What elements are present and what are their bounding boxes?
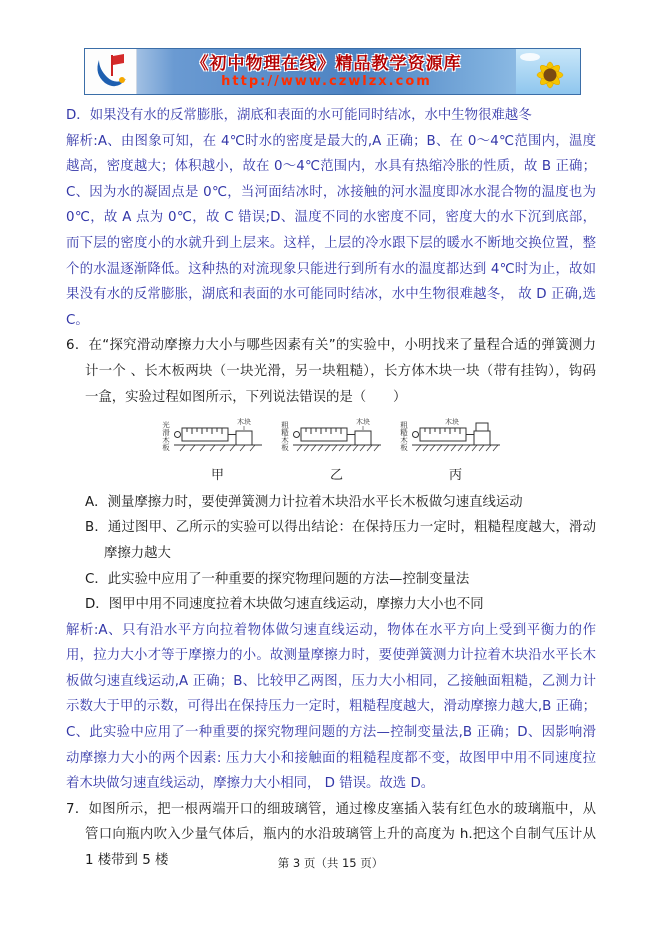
banner-url-link[interactable]: http://www.czwlzx.com [221,73,432,89]
analysis-question-6: 解析:A、只有沿水平方向拉着物体做匀速直线运动，物体在水平方向上受到平衡力的作用，拉力大小才等于摩擦力的小。故测量摩擦力时，要使弹簧测力计拉着木块沿水平长木板做匀速直线运动,A 正确；B、比较甲乙两图，压力大小相同，乙接触面粗糙，乙测力计示数大于甲的示数，可得出在保持压力一定时，粗糙程度越大，滑动摩擦力越大,B 正确；C、此实验中应用了一种重要的探究物理问题的方法—控制变量法,B 正确；D、因影响滑动摩擦力大小的两个因素: 压力大小和接触面的粗糙程度都不变，故图甲中用不同速度拉着木块做匀速直线运动，摩擦力大小相同， D 错误。故选 D。 [66,622,596,792]
setup-caption: 乙 [329,467,343,483]
question-6-options [66,490,596,618]
banner-title: 《初中物理在线》精品教学资源库 [191,53,462,74]
banner-text [137,49,516,94]
question-6-stem: 6．在“探究滑动摩擦力大小与哪些因素有关”的实验中，小明找来了量程合适的弹簧测力计一个 、长木板两块（一块光滑，另一块粗糙），长方体木块一块（带有挂钩），钩码一盒，实验过程如图所示，下列说法错误的是（ ） [66,338,596,405]
question-7-stem: 7．如图所示，把一根两端开口的细玻璃管，通过橡皮塞插入装有红色水的玻璃瓶中，从管口向瓶内吹入少量气体后，瓶内的水沿玻璃管上升的高度为 h.把这个自制气压计从 1 楼带到 5 楼 [66,801,596,869]
sunflower-graphic [518,49,578,94]
setup-diagram [291,415,383,457]
setup-caption: 丙 [448,467,462,483]
weights-on-block [476,423,488,431]
question-6-option-c: C．此实验中应用了一种重要的探究物理问题的方法—控制变量法 [85,571,470,587]
logo-graphic [91,53,131,91]
board-label: 粗糙木板 [280,421,290,452]
setup-caption: 甲 [210,467,224,483]
site-logo [85,49,137,94]
sunflower-image [516,49,580,94]
page-footer: 第 3 页（共 15 页） [277,856,384,870]
question-6-option-a: A．测量摩擦力时，要使弹簧测力计拉着木块沿水平长木板做匀速直线运动 [85,494,523,510]
setup-diagram [410,415,502,457]
block-label: 木块 [236,418,251,427]
block-label: 木块 [444,418,459,427]
question-5-option-d: D．如果没有水的反常膨胀，湖底和表面的水可能同时结冰，水中生物很难越冬 [66,108,532,123]
experiment-setup-jia [161,415,264,484]
board-label: 光滑木板 [161,421,171,452]
question-6-option-d: D．图甲中用不同速度拉着木块做匀速直线运动，摩擦力大小也不同 [85,597,484,613]
document-body [66,103,596,874]
experiment-setup-yi [280,415,383,484]
experiment-setup-bing [399,415,502,484]
question-6-option-b: B．通过图甲、乙所示的实验可以得出结论：在保持压力一定时，粗糙程度越大，滑动摩擦力越大 [85,520,596,561]
experiment-figure [66,415,596,484]
board-label: 粗糙木板 [399,421,409,452]
analysis-question-5: 解析:A、由图象可知，在 4℃时水的密度是最大的,A 正确；B、在 0～4℃范围内，温度越高，密度越大；体积越小，故在 0～4℃范围内，水具有热缩冷胀的性质，故 B 正确；C、因为水的凝固点是 0℃，当河面结冰时，冰接触的河水温度即冰水混合物的温度也为 0℃，故 A 点为 0℃，故 C 错误;D、温度不同的水密度不同，密度大的水下沉到底部，而下层的密度小的水就升到上层来。这样，上层的冷水跟下层的暖水不断地交换位置，整个的水温逐渐降低。这种热的对流现象只能进行到所有水的温度都达到 4℃时为止，故如果没有水的反常膨胀，湖底和表面的水可能同时结冰，水中生物很难越冬， 故 D 正确,选 C。 [66,133,596,328]
setup-diagram [172,415,264,457]
site-banner [84,48,581,95]
block-label: 木块 [355,418,370,427]
